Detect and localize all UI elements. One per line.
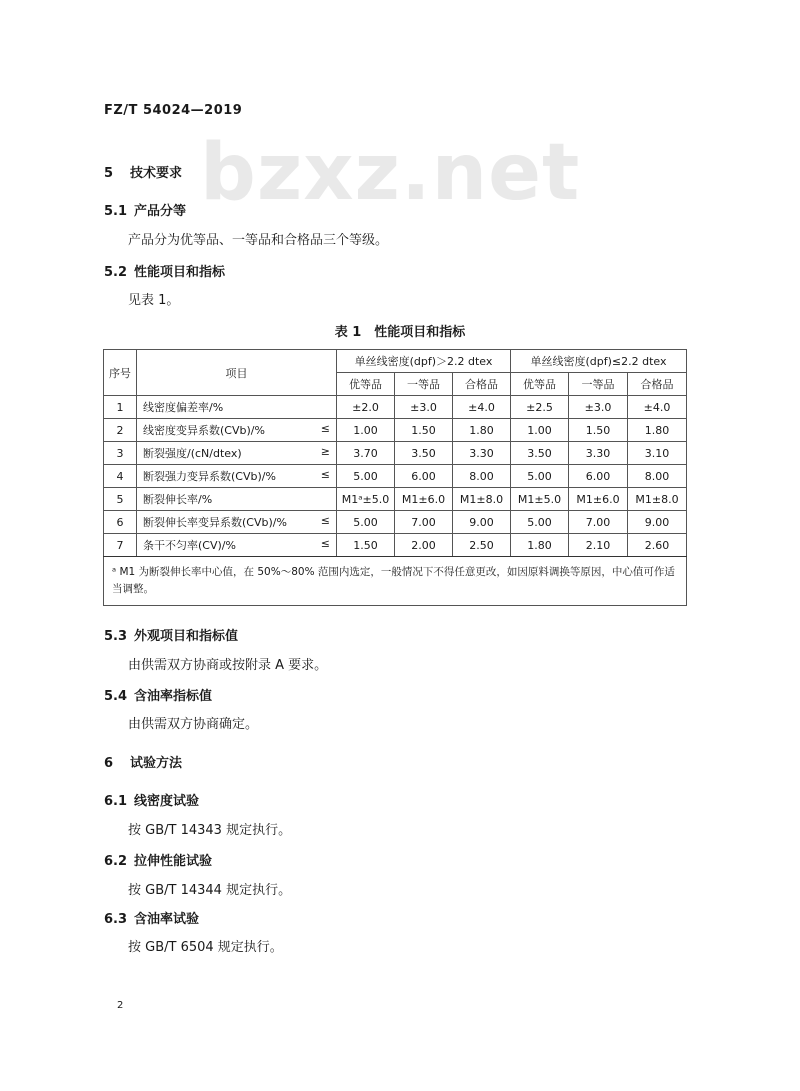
header-group-b: 单丝线密度(dpf)≤2.2 dtex	[511, 350, 687, 373]
header-grade: 一等品	[569, 373, 628, 396]
row-symbol: ≤	[320, 468, 330, 481]
table-caption: 表 1 性能项目和指标	[334, 325, 466, 340]
row-item-label: 条干不匀率(CV)/%	[143, 539, 236, 552]
row-value: 1.50	[395, 419, 453, 442]
section-title: 含油率试验	[134, 912, 200, 927]
row-no: 7	[104, 534, 137, 557]
row-value: M1±6.0	[569, 488, 628, 511]
row-value: M1±6.0	[395, 488, 453, 511]
table-row	[104, 419, 687, 442]
row-value: ±4.0	[628, 396, 687, 419]
row-no: 5	[104, 488, 137, 511]
section-6-heading	[104, 752, 182, 771]
row-value: 3.50	[395, 442, 453, 465]
table-row	[104, 396, 687, 419]
row-value: 5.00	[511, 511, 569, 534]
section-title: 试验方法	[130, 756, 183, 771]
table-row	[104, 442, 687, 465]
row-item	[137, 511, 337, 534]
row-value: 7.00	[569, 511, 628, 534]
row-item-label: 线密度偏差率/%	[143, 401, 224, 414]
section-number: 5.4	[104, 689, 128, 704]
section-6-3-text: 按 GB/T 6504 规定执行。	[128, 940, 283, 955]
row-symbol: ≥	[320, 445, 330, 458]
table-footnote: ᵃ M1 为断裂伸长率中心值，在 50%～80% 范围内选定，一般情况下不得任意更改，如因原料调换等原因，中心值可作适当调整。	[104, 557, 687, 606]
page-number: 2	[117, 1000, 124, 1011]
row-value: M1±8.0	[453, 488, 511, 511]
row-value: 3.50	[511, 442, 569, 465]
section-5-1-heading	[104, 200, 186, 219]
watermark-text: bzxz.net	[200, 128, 581, 218]
row-item-label: 线密度变异系数(CVb)/%	[143, 424, 265, 437]
table-row	[104, 534, 687, 557]
row-item	[137, 442, 337, 465]
row-item	[137, 488, 337, 511]
section-title: 产品分等	[134, 204, 187, 219]
row-no: 3	[104, 442, 137, 465]
row-no: 2	[104, 419, 137, 442]
row-value: 2.10	[569, 534, 628, 557]
section-6-2-text: 按 GB/T 14344 规定执行。	[128, 883, 292, 898]
section-number: 6.3	[104, 912, 128, 927]
section-5-2-heading	[104, 261, 225, 280]
row-value: 1.00	[337, 419, 395, 442]
header-item: 项目	[137, 350, 337, 396]
header-grade: 优等品	[511, 373, 569, 396]
row-value: 5.00	[511, 465, 569, 488]
section-title: 技术要求	[130, 166, 183, 181]
row-value: 1.80	[628, 419, 687, 442]
section-6-1-heading	[104, 790, 199, 809]
section-number: 5.2	[104, 265, 128, 280]
section-5-3-text: 由供需双方协商或按附录 A 要求。	[128, 658, 328, 673]
standard-code: FZ/T 54024—2019	[104, 103, 243, 118]
row-item-label: 断裂强度/(cN/dtex)	[143, 447, 242, 460]
row-item-label: 断裂伸长率/%	[143, 493, 213, 506]
row-value: 1.00	[511, 419, 569, 442]
section-title: 含油率指标值	[134, 689, 213, 704]
row-value: ±3.0	[395, 396, 453, 419]
row-value: M1±8.0	[628, 488, 687, 511]
section-title: 性能项目和指标	[134, 265, 226, 280]
section-5-heading	[104, 162, 182, 181]
section-number: 5.3	[104, 629, 128, 644]
row-value: 1.80	[453, 419, 511, 442]
header-grade: 合格品	[453, 373, 511, 396]
section-number: 6.1	[104, 794, 128, 809]
row-value: 8.00	[453, 465, 511, 488]
performance-table	[103, 349, 687, 606]
section-5-3-heading	[104, 625, 238, 644]
row-item	[137, 419, 337, 442]
section-title: 拉伸性能试验	[134, 854, 213, 869]
row-value: 9.00	[628, 511, 687, 534]
row-no: 1	[104, 396, 137, 419]
section-6-2-heading	[104, 850, 212, 869]
header-group-a: 单丝线密度(dpf)＞2.2 dtex	[337, 350, 511, 373]
row-value: 6.00	[569, 465, 628, 488]
row-no: 6	[104, 511, 137, 534]
row-value: 2.60	[628, 534, 687, 557]
row-value: 5.00	[337, 511, 395, 534]
header-grade: 优等品	[337, 373, 395, 396]
row-value: 8.00	[628, 465, 687, 488]
section-5-4-heading	[104, 685, 212, 704]
row-value: 7.00	[395, 511, 453, 534]
row-value: M1±5.0	[511, 488, 569, 511]
row-value: 5.00	[337, 465, 395, 488]
row-value: 1.50	[337, 534, 395, 557]
row-value: ±2.0	[337, 396, 395, 419]
row-value: 1.50	[569, 419, 628, 442]
section-number: 6	[104, 756, 114, 771]
section-title: 线密度试验	[134, 794, 200, 809]
section-number: 5.1	[104, 204, 128, 219]
row-value: ±2.5	[511, 396, 569, 419]
row-value: 3.30	[569, 442, 628, 465]
section-number: 6.2	[104, 854, 128, 869]
section-5-1-text: 产品分为优等品、一等品和合格品三个等级。	[128, 233, 389, 248]
row-value: ±4.0	[453, 396, 511, 419]
row-item-label: 断裂伸长率变异系数(CVb)/%	[143, 516, 287, 529]
section-5-2-text: 见表 1。	[128, 293, 180, 308]
row-value: ±3.0	[569, 396, 628, 419]
row-value: 9.00	[453, 511, 511, 534]
row-value: 2.50	[453, 534, 511, 557]
table-row	[104, 488, 687, 511]
table-row	[104, 511, 687, 534]
header-no: 序号	[104, 350, 137, 396]
section-6-3-heading	[104, 908, 199, 927]
row-value: 6.00	[395, 465, 453, 488]
row-value: 3.30	[453, 442, 511, 465]
header-grade: 合格品	[628, 373, 687, 396]
row-symbol: ≤	[320, 537, 330, 550]
row-no: 4	[104, 465, 137, 488]
row-value: 3.70	[337, 442, 395, 465]
row-item	[137, 465, 337, 488]
row-item	[137, 534, 337, 557]
section-title: 外观项目和指标值	[134, 629, 239, 644]
table-row	[104, 465, 687, 488]
row-symbol: ≤	[320, 422, 330, 435]
section-number: 5	[104, 166, 114, 181]
row-value: 3.10	[628, 442, 687, 465]
row-symbol: ≤	[320, 514, 330, 527]
row-value: 1.80	[511, 534, 569, 557]
section-5-4-text: 由供需双方协商确定。	[128, 717, 259, 732]
row-item	[137, 396, 337, 419]
header-grade: 一等品	[395, 373, 453, 396]
row-value: M1ᵃ±5.0	[337, 488, 395, 511]
row-item-label: 断裂强力变异系数(CVb)/%	[143, 470, 276, 483]
row-value: 2.00	[395, 534, 453, 557]
section-6-1-text: 按 GB/T 14343 规定执行。	[128, 823, 292, 838]
